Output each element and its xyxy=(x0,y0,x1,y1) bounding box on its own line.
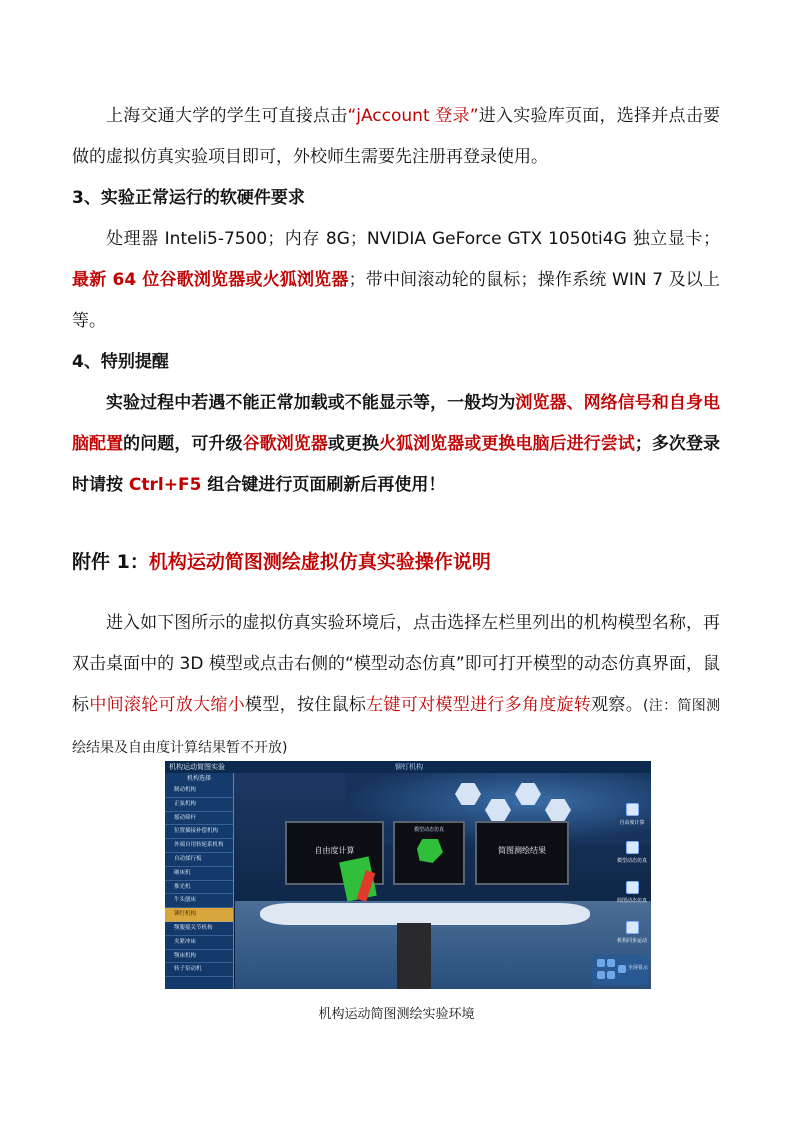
fullscreen-icon[interactable] xyxy=(618,965,626,973)
reminder-paragraph xyxy=(72,383,720,506)
sync-motion-button[interactable] xyxy=(617,919,647,944)
sidebar-item[interactable]: 位置插接补偿机构 xyxy=(165,825,233,839)
sidebar-heading: 机构选择 xyxy=(186,775,211,782)
req-text: 处理器 Inteli5-7500；内存 8G；NVIDIA GeForce GTX 1050ti4G 独立显卡； xyxy=(106,229,720,249)
section-3-heading: 3、实验正常运行的软硬件要求 xyxy=(72,188,305,208)
annex-text: 进入如下图所示的虚拟仿真实验环境后，点击选择左栏里列出的机构模型名称，再双击桌面中的 3D 模型或点击右侧的“模型动态仿真”即可打开模型的动态仿真界面，鼠标 xyxy=(72,613,720,715)
title-bar xyxy=(165,761,651,773)
annex-note: (注：简图测绘结果及自由度计算结果暂不开放) xyxy=(72,698,721,756)
intro-text: 上海交通大学的学生可直接点击 xyxy=(106,106,348,126)
current-mechanism-tab: 铆钉机构 xyxy=(395,763,423,771)
reminder-text-5: 组合键进行页面刷新后再使用！ xyxy=(201,475,446,495)
monitor-model-sim[interactable] xyxy=(393,821,465,885)
sidebar-item[interactable]: 铆钉机构 xyxy=(165,908,233,922)
reminder-red-1: 浏览器、网络信号和自身电脑配置 xyxy=(72,393,721,454)
model-sim-button[interactable] xyxy=(617,839,647,864)
sidebar-item[interactable]: 外端自用转轮系机构 xyxy=(165,839,233,853)
button-label: 模型动态仿真 xyxy=(617,858,648,864)
sidebar-item[interactable]: 砸床机 xyxy=(165,867,233,881)
figure-caption: 机构运动简图测绘实验环境 xyxy=(318,1007,475,1022)
reminder-red-4: Ctrl+F5 xyxy=(128,475,202,495)
annex-text-2: 模型，按住鼠标 xyxy=(245,695,367,715)
reminder-text-4: ；多次登录时请按 xyxy=(72,434,721,495)
monitor-dof-label: 自由度计算 xyxy=(314,846,355,855)
calculator-icon xyxy=(626,803,639,816)
requirements-paragraph xyxy=(72,219,720,342)
sidebar-item[interactable]: 制动机构 xyxy=(165,784,233,798)
reminder-text-3: 或更换 xyxy=(327,434,380,454)
nav-arrow-icon[interactable] xyxy=(597,971,605,979)
sketch-sim-button[interactable] xyxy=(617,879,647,904)
sidebar-item[interactable]: 推光机 xyxy=(165,881,233,895)
intro-paragraph xyxy=(72,96,720,178)
sidebar-item[interactable]: 牛头刨床 xyxy=(165,894,233,908)
hex-light xyxy=(455,783,481,805)
sidebar-item[interactable]: 颚床机构 xyxy=(165,950,233,964)
nav-arrow-icon[interactable] xyxy=(607,971,615,979)
model-icon xyxy=(626,841,639,854)
annex-red-2: 左键可对模型进行多角度旋转 xyxy=(366,695,592,715)
annex-red-1: 中间滚轮可放大缩小 xyxy=(89,695,246,715)
reminder-text-2: 的问题，可升级 xyxy=(123,434,243,454)
monitor-sketch[interactable] xyxy=(475,821,569,885)
button-label: 机构同步运动 xyxy=(617,938,648,944)
sidebar-item[interactable]: 转子泵动机 xyxy=(165,963,233,977)
sidebar-list xyxy=(165,784,233,977)
desk-pillar xyxy=(397,923,431,989)
reminder-red-3: 火狐浏览器或更换电脑后进行尝试 xyxy=(379,434,635,454)
sketch-icon xyxy=(626,881,639,894)
simulation-screenshot xyxy=(165,761,651,989)
monitor-mid-caption: 模型动态仿真 xyxy=(413,827,444,833)
button-label: 自由度计算 xyxy=(619,820,645,826)
dof-calc-button[interactable] xyxy=(617,801,647,826)
annex-label: 附件 1： xyxy=(72,551,149,573)
desk xyxy=(260,903,590,925)
annex-title: 机构运动简图测绘虚拟仿真实验操作说明 xyxy=(148,551,491,573)
hex-light xyxy=(485,799,511,821)
annex-text-3: 观察。 xyxy=(591,695,644,715)
sidebar-item[interactable]: 正弦机构 xyxy=(165,798,233,812)
navigation-pad[interactable] xyxy=(592,955,648,985)
browser-requirement: 最新 64 位谷歌浏览器或火狐浏览器 xyxy=(72,270,349,290)
model-icon xyxy=(417,839,443,863)
annex-heading xyxy=(72,540,720,584)
monitor-sketch-label: 简图测绘结果 xyxy=(498,846,546,855)
sidebar-item[interactable]: 夹紧冲床 xyxy=(165,936,233,950)
sidebar-item[interactable]: 颚腹摇关节机构 xyxy=(165,922,233,936)
reminder-text: 实验过程中若遇不能正常加载或不能显示等，一般均为 xyxy=(106,393,516,413)
jaccount-login-link[interactable]: “jAccount 登录” xyxy=(347,106,479,126)
hex-light xyxy=(545,799,571,821)
sidebar-item[interactable]: 摇动筛杆 xyxy=(165,812,233,826)
reminder-red-2: 谷歌浏览器 xyxy=(242,434,328,454)
app-title: 机构运动简图实验 xyxy=(169,763,225,771)
intro-text-2: 进入实验库页面，选择并点击要做的虚拟仿真实验项目即可，外校师生需要先注册再登录使用。 xyxy=(72,106,720,167)
section-4-heading: 4、特别提醒 xyxy=(72,352,169,372)
document-body xyxy=(72,96,720,769)
req-text-2: ；带中间滚动轮的鼠标；操作系统 WIN 7 及以上等。 xyxy=(72,270,720,331)
nav-arrow-icon[interactable] xyxy=(597,959,605,967)
pad-label: 全屏显示 xyxy=(628,965,649,971)
button-label: 简图动态仿真 xyxy=(617,898,648,904)
hex-light xyxy=(515,783,541,805)
sidebar-item[interactable]: 自动揉行板 xyxy=(165,853,233,867)
mechanism-sidebar xyxy=(165,773,234,989)
nav-arrow-icon[interactable] xyxy=(607,959,615,967)
annex-paragraph xyxy=(72,603,720,769)
motion-icon xyxy=(626,921,639,934)
